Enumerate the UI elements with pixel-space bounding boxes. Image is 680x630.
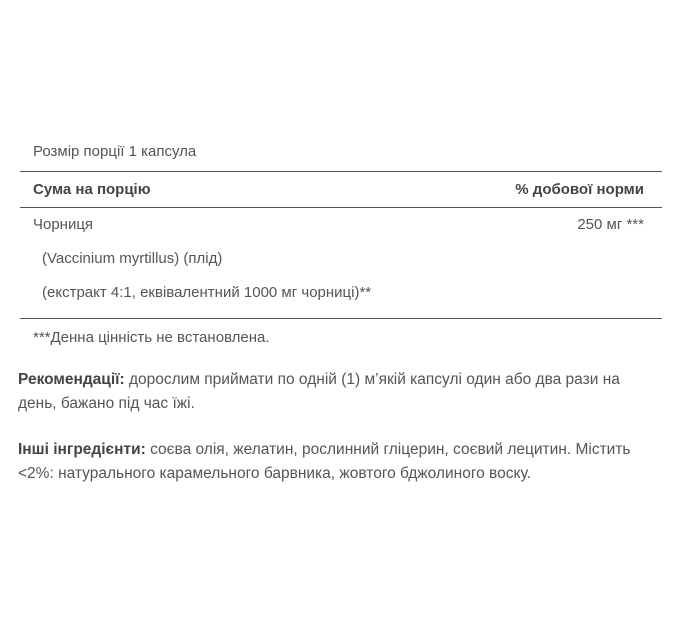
ingredient-row xyxy=(20,208,662,319)
ingredient-amount: 250 мг *** xyxy=(577,216,644,233)
other-ingredients-label: Інші інгредієнти: xyxy=(18,441,146,458)
daily-value-footnote: ***Денна цінність не встановлена. xyxy=(33,329,270,346)
text-section xyxy=(18,366,658,486)
serving-size: Розмір порції 1 капсула xyxy=(20,137,662,172)
ingredient-latin-name: (Vaccinium myrtillus) (плід) xyxy=(42,250,223,267)
daily-value-header: % добової норми xyxy=(515,181,644,198)
recommendation-text: дорослим приймати по одній (1) м’якій капсулі один або два рази на день, бажано під час їжі. xyxy=(18,371,620,412)
ingredient-name: Чорниця xyxy=(33,216,94,233)
table-header xyxy=(20,172,662,208)
recommendation-paragraph xyxy=(18,368,658,416)
supplement-facts-panel xyxy=(20,137,662,357)
amount-per-serving-header: Сума на порцію xyxy=(33,181,151,198)
recommendation-label: Рекомендації: xyxy=(18,371,125,388)
other-ingredients-text: соєва олія, желатин, рослинний гліцерин, соєвий лецитин. Містить <2%: натурального карамельного барвника, жовтого бджолиного воску. xyxy=(18,441,631,482)
other-ingredients-paragraph xyxy=(18,438,658,486)
ingredient-main-line xyxy=(20,208,662,242)
ingredient-extract-note: (екстракт 4:1, еквівалентний 1000 мг чорниці)** xyxy=(42,284,372,301)
